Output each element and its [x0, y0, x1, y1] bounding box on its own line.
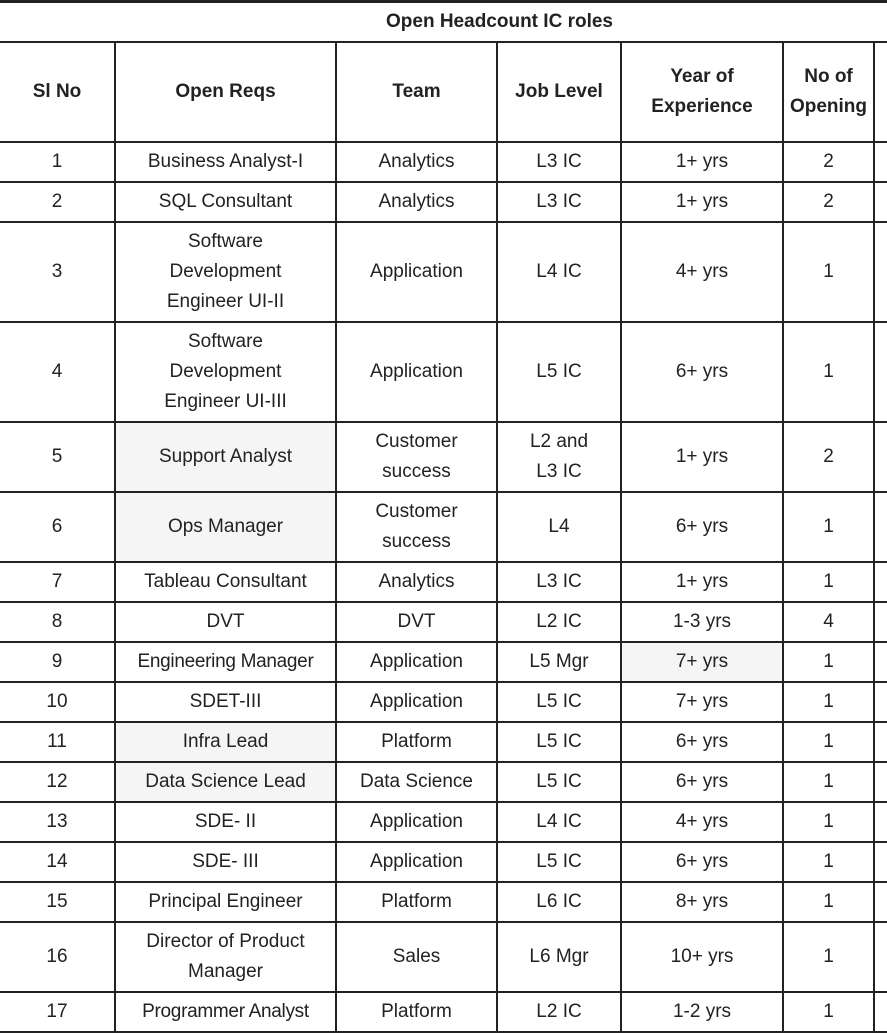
cell-open-req-text: SDE- II [194, 811, 257, 832]
cell-team-text: Application [370, 691, 463, 712]
cell-job-level [497, 722, 621, 762]
cell-experience-text: 6+ yrs [675, 516, 729, 537]
cell-sl-no-text: 10 [46, 691, 68, 712]
cell-openings [783, 142, 874, 182]
cell-job-level [497, 222, 621, 322]
cell-experience [621, 842, 783, 882]
cell-blank [874, 682, 887, 722]
cell-job-level [497, 762, 621, 802]
cell-sl-no-text: 13 [46, 811, 68, 832]
cell-team-text: Analytics [378, 191, 455, 212]
table-row [0, 762, 887, 802]
cell-experience-text: 4+ yrs [675, 261, 729, 282]
cell-sl-no-text: 15 [46, 891, 68, 912]
cell-sl-no [0, 322, 115, 422]
header-experience-line1: Year of [670, 66, 734, 87]
cell-job-level-text: L6 Mgr [529, 946, 589, 967]
cell-openings-text: 4 [823, 611, 834, 632]
table-row [0, 602, 887, 642]
cell-job-level-text: L3 IC [536, 571, 582, 592]
cell-team-text: Platform [381, 1001, 452, 1022]
cell-job-level [497, 562, 621, 602]
cell-openings-text: 2 [823, 151, 834, 172]
cell-openings [783, 722, 874, 762]
cell-openings [783, 492, 874, 562]
table-row [0, 642, 887, 682]
cell-blank [874, 602, 887, 642]
cell-sl-no-text: 17 [46, 1001, 68, 1022]
cell-job-level-text: L6 IC [536, 891, 582, 912]
cell-sl-no-text: 5 [51, 446, 63, 467]
cell-job-level-text: L4 IC [536, 261, 582, 282]
cell-sl-no-text: 14 [46, 851, 68, 872]
cell-team [336, 762, 497, 802]
cell-team [336, 682, 497, 722]
cell-open-req-text: Business Analyst-I [147, 151, 304, 172]
cell-open-req [115, 562, 336, 602]
cell-sl-no [0, 722, 115, 762]
cell-experience [621, 682, 783, 722]
cell-blank [874, 842, 887, 882]
cell-experience [621, 182, 783, 222]
cell-open-req [115, 422, 336, 492]
header-experience-line2: Experience [651, 96, 753, 117]
cell-open-req-text: Software Development Engineer UI-II [166, 231, 285, 312]
cell-job-level [497, 492, 621, 562]
cell-job-level [497, 922, 621, 992]
cell-openings [783, 182, 874, 222]
cell-open-req [115, 882, 336, 922]
table-row [0, 992, 887, 1032]
cell-blank [874, 222, 887, 322]
cell-open-req-text: Support Analyst [158, 446, 293, 467]
cell-sl-no [0, 762, 115, 802]
cell-experience [621, 922, 783, 992]
cell-openings-text: 2 [823, 446, 834, 467]
cell-openings [783, 922, 874, 992]
cell-job-level-text: L5 IC [536, 771, 582, 792]
cell-experience-text: 4+ yrs [675, 811, 729, 832]
cell-experience [621, 222, 783, 322]
cell-experience [621, 562, 783, 602]
cell-sl-no [0, 992, 115, 1032]
cell-job-level [497, 422, 621, 492]
cell-team [336, 222, 497, 322]
cell-team-text: Customer success [375, 431, 458, 482]
cell-job-level [497, 642, 621, 682]
cell-job-level [497, 322, 621, 422]
cell-blank [874, 922, 887, 992]
cell-experience [621, 722, 783, 762]
cell-team [336, 642, 497, 682]
cell-experience-text: 8+ yrs [675, 891, 729, 912]
cell-job-level-text: L5 IC [536, 361, 582, 382]
cell-experience-text: 6+ yrs [675, 771, 729, 792]
table-row [0, 562, 887, 602]
cell-blank [874, 642, 887, 682]
cell-blank [874, 882, 887, 922]
header-openings-line2: Opening [789, 96, 868, 117]
cell-experience-text: 6+ yrs [675, 361, 729, 382]
cell-open-req-text: Software Development Engineer UI-III [164, 331, 287, 412]
cell-sl-no [0, 422, 115, 492]
cell-openings [783, 992, 874, 1032]
cell-openings [783, 682, 874, 722]
cell-blank [874, 182, 887, 222]
cell-blank [874, 492, 887, 562]
cell-openings [783, 762, 874, 802]
cell-sl-no-text: 1 [51, 151, 63, 172]
cell-openings-text: 1 [823, 731, 834, 752]
header-openings-line1: No of [804, 66, 853, 87]
cell-team [336, 602, 497, 642]
table-row [0, 882, 887, 922]
cell-openings [783, 222, 874, 322]
table-row [0, 422, 887, 492]
cell-openings-text: 1 [823, 691, 834, 712]
table-row [0, 722, 887, 762]
header-team: Team [336, 42, 497, 142]
cell-job-level [497, 882, 621, 922]
cell-sl-no-text: 16 [46, 946, 68, 967]
cell-team-text: Application [370, 811, 463, 832]
cell-experience [621, 492, 783, 562]
cell-experience [621, 762, 783, 802]
cell-experience-text: 1-2 yrs [672, 1001, 732, 1022]
cell-team-text: Data Science [359, 771, 473, 792]
header-openings [783, 42, 874, 142]
table-title: Open Headcount IC roles [0, 2, 887, 43]
cell-open-req-text: Director of Product Manager [146, 931, 305, 982]
cell-open-req [115, 992, 336, 1032]
cell-sl-no [0, 492, 115, 562]
header-row [0, 42, 887, 142]
cell-job-level-text: L5 Mgr [529, 651, 589, 672]
cell-openings [783, 882, 874, 922]
cell-blank [874, 422, 887, 492]
table-row [0, 842, 887, 882]
header-sl-no: Sl No [0, 42, 115, 142]
table-row [0, 492, 887, 562]
cell-sl-no-text: 9 [51, 651, 63, 672]
cell-open-req [115, 222, 336, 322]
cell-blank [874, 802, 887, 842]
cell-open-req-text: SQL Consultant [158, 191, 293, 212]
cell-experience [621, 882, 783, 922]
cell-job-level [497, 602, 621, 642]
cell-open-req [115, 722, 336, 762]
cell-job-level [497, 842, 621, 882]
cell-sl-no [0, 682, 115, 722]
cell-team-text: Customer success [375, 501, 458, 552]
cell-blank [874, 322, 887, 422]
cell-sl-no [0, 562, 115, 602]
cell-experience-text: 6+ yrs [675, 731, 729, 752]
table-row [0, 922, 887, 992]
cell-openings-text: 1 [823, 571, 834, 592]
cell-team [336, 922, 497, 992]
cell-openings [783, 802, 874, 842]
cell-blank [874, 722, 887, 762]
table-row [0, 142, 887, 182]
cell-openings-text: 1 [823, 851, 834, 872]
cell-team [336, 992, 497, 1032]
cell-open-req [115, 762, 336, 802]
cell-open-req-text: Programmer Analyst [142, 1001, 309, 1022]
cell-job-level [497, 682, 621, 722]
cell-team [336, 722, 497, 762]
cell-job-level-text: L5 IC [536, 851, 582, 872]
cell-open-req-text: Infra Lead [182, 731, 269, 752]
cell-sl-no-text: 4 [51, 361, 63, 382]
cell-job-level [497, 802, 621, 842]
cell-experience-text: 1-3 yrs [672, 611, 732, 632]
cell-experience [621, 602, 783, 642]
cell-sl-no [0, 142, 115, 182]
cell-experience-text: 7+ yrs [675, 651, 729, 672]
cell-experience [621, 142, 783, 182]
cell-blank [874, 142, 887, 182]
cell-team-text: Sales [392, 946, 441, 967]
cell-team [336, 142, 497, 182]
header-job-level: Job Level [497, 42, 621, 142]
cell-openings-text: 1 [823, 811, 834, 832]
cell-team [336, 562, 497, 602]
cell-sl-no-text: 8 [51, 611, 63, 632]
cell-team-text: Application [370, 361, 463, 382]
cell-sl-no-text: 6 [51, 516, 63, 537]
cell-experience-text: 1+ yrs [675, 446, 729, 467]
cell-team [336, 492, 497, 562]
cell-sl-no-text: 7 [51, 571, 63, 592]
cell-openings [783, 322, 874, 422]
cell-experience-text: 6+ yrs [675, 851, 729, 872]
cell-sl-no [0, 882, 115, 922]
cell-experience-text: 1+ yrs [675, 151, 729, 172]
cell-team-text: Application [370, 851, 463, 872]
cell-sl-no-text: 12 [46, 771, 68, 792]
table-row [0, 222, 887, 322]
cell-team [336, 322, 497, 422]
cell-openings [783, 842, 874, 882]
cell-job-level-text: L4 [548, 516, 570, 537]
cell-sl-no-text: 3 [51, 261, 63, 282]
cell-team [336, 882, 497, 922]
cell-openings-text: 1 [823, 946, 834, 967]
cell-openings-text: 1 [823, 361, 834, 382]
cell-openings [783, 642, 874, 682]
cell-sl-no [0, 842, 115, 882]
cell-openings [783, 602, 874, 642]
cell-experience-text: 1+ yrs [675, 191, 729, 212]
cell-open-req [115, 802, 336, 842]
cell-open-req-text: Principal Engineer [148, 891, 303, 912]
cell-open-req-text: Engineering Manager [137, 651, 314, 672]
cell-team-text: Platform [381, 891, 452, 912]
cell-open-req [115, 142, 336, 182]
cell-open-req [115, 682, 336, 722]
cell-experience-text: 1+ yrs [675, 571, 729, 592]
cell-experience [621, 992, 783, 1032]
cell-experience-text: 10+ yrs [670, 946, 734, 967]
cell-sl-no [0, 602, 115, 642]
cell-job-level-text: L2 and L3 IC [529, 431, 589, 482]
cell-open-req [115, 602, 336, 642]
cell-team-text: Analytics [378, 571, 455, 592]
cell-open-req [115, 492, 336, 562]
cell-job-level [497, 142, 621, 182]
cell-blank [874, 562, 887, 602]
cell-blank [874, 762, 887, 802]
cell-open-req [115, 322, 336, 422]
cell-sl-no [0, 802, 115, 842]
cell-job-level-text: L2 IC [536, 1001, 582, 1022]
cell-openings [783, 422, 874, 492]
cell-job-level-text: L3 IC [536, 151, 582, 172]
cell-job-level-text: L3 IC [536, 191, 582, 212]
cell-experience [621, 322, 783, 422]
cell-openings-text: 1 [823, 261, 834, 282]
cell-openings-text: 2 [823, 191, 834, 212]
cell-experience [621, 802, 783, 842]
cell-sl-no [0, 922, 115, 992]
cell-job-level-text: L2 IC [536, 611, 582, 632]
header-blank [874, 42, 887, 142]
cell-openings-text: 1 [823, 516, 834, 537]
cell-openings-text: 1 [823, 651, 834, 672]
cell-job-level-text: L4 IC [536, 811, 582, 832]
cell-open-req [115, 842, 336, 882]
cell-open-req [115, 182, 336, 222]
table-title-row [0, 2, 887, 43]
cell-team-text: Platform [381, 731, 452, 752]
cell-team-text: Analytics [378, 151, 455, 172]
header-open-reqs: Open Reqs [115, 42, 336, 142]
cell-blank [874, 992, 887, 1032]
cell-sl-no [0, 222, 115, 322]
cell-team [336, 842, 497, 882]
cell-open-req [115, 642, 336, 682]
cell-open-req-text: SDE- III [192, 851, 259, 872]
cell-job-level-text: L5 IC [536, 691, 582, 712]
header-experience [621, 42, 783, 142]
cell-experience [621, 422, 783, 492]
cell-open-req-text: SDET-III [189, 691, 262, 712]
cell-openings-text: 1 [823, 1001, 834, 1022]
cell-openings-text: 1 [823, 771, 834, 792]
cell-open-req-text: Data Science Lead [145, 771, 306, 792]
cell-sl-no [0, 642, 115, 682]
cell-team [336, 182, 497, 222]
cell-sl-no-text: 2 [51, 191, 63, 212]
cell-job-level [497, 182, 621, 222]
cell-team-text: Application [370, 651, 463, 672]
cell-job-level-text: L5 IC [536, 731, 582, 752]
table-row [0, 802, 887, 842]
cell-team [336, 802, 497, 842]
cell-team [336, 422, 497, 492]
cell-open-req-text: Ops Manager [167, 516, 284, 537]
cell-experience-text: 7+ yrs [675, 691, 729, 712]
cell-experience [621, 642, 783, 682]
cell-open-req-text: DVT [206, 611, 245, 632]
table-row [0, 182, 887, 222]
cell-openings-text: 1 [823, 891, 834, 912]
cell-team-text: DVT [397, 611, 436, 632]
cell-team-text: Application [370, 261, 463, 282]
cell-openings [783, 562, 874, 602]
cell-job-level [497, 992, 621, 1032]
table-row [0, 682, 887, 722]
cell-sl-no-text: 11 [47, 731, 67, 752]
cell-sl-no [0, 182, 115, 222]
cell-open-req [115, 922, 336, 992]
cell-open-req-text: Tableau Consultant [144, 571, 307, 592]
table-row [0, 322, 887, 422]
